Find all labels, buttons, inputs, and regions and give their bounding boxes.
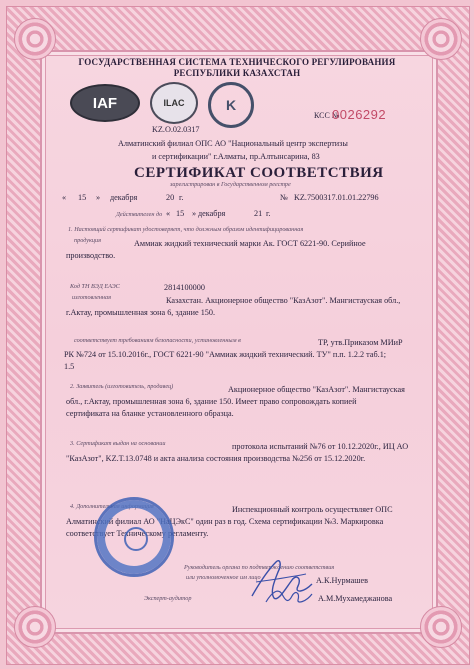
section1-intro: 1. Настоящий сертификат удостоверяет, что должным образом идентифицированная [68, 226, 304, 233]
valid-year: 21 [254, 209, 263, 218]
conform-line-3: 1.5 [64, 362, 75, 371]
corner-rosette-icon [420, 606, 462, 648]
basis-line-2: "КазАзот", KZ.T.13.0748 и акта анализа состояния производства №256 от 15.12.2020г. [66, 454, 366, 463]
valid-quote-close: » [192, 209, 197, 218]
serial-number: 0026292 [332, 107, 387, 122]
info-line-2: Алматинский филиал АО "НаЦЭкС" один раз в год. Схема сертификации №3. Маркировка [66, 517, 384, 526]
registry-caption: зарегистрирован в Государственном реестре [170, 181, 291, 188]
certificate-title: СЕРТИФИКАТ СООТВЕТСТВИЯ [134, 165, 384, 181]
section1-label: продукция [74, 237, 101, 244]
head-caption-2: или уполномоченное им лицо [186, 574, 261, 581]
valid-month: декабря [198, 209, 226, 218]
maker-line-2: г.Актау, промышленная зона 6, здание 150. [66, 308, 216, 317]
kz-conformity-logo: K [208, 82, 254, 128]
header-line-2: РЕСПУБЛИКИ КАЗАХСТАН [173, 68, 301, 78]
corner-rosette-icon [14, 18, 56, 60]
product-line-1: Аммиак жидкий технический марки Ак. ГОСТ 6221-90. Серийное [134, 239, 366, 248]
issue-quote-close: » [96, 193, 101, 202]
expert-signatory-name: А.М.Мухамеджанова [318, 594, 393, 603]
product-line-2: производство. [66, 251, 116, 260]
info-line-1: Инспекционный контроль осуществляет ОПС [232, 505, 393, 514]
certification-stamp-icon [94, 497, 174, 577]
corner-rosette-icon [420, 18, 462, 60]
conform-line-1: ТР, утв.Приказом МИиР [318, 338, 403, 347]
ilac-logo: ILAC [150, 82, 198, 124]
corner-rosette-icon [14, 606, 56, 648]
maker-line-1: Казахстан. Акционерное общество "КазАзот". Мангистауская обл., [166, 296, 401, 305]
tnved-value: 2814100000 [164, 283, 205, 292]
org-line-2: и сертификации" г.Алматы, пр.Алтынсарина, 83 [152, 152, 320, 161]
head-caption-1: Руководитель органа по подтверждению соответствия [184, 564, 335, 571]
issue-quote-open: « [62, 193, 67, 202]
expert-signature-icon [262, 584, 316, 610]
header-line-1: ГОСУДАРСТВЕННАЯ СИСТЕМА ТЕХНИЧЕСКОГО РЕГУЛИРОВАНИЯ [78, 57, 396, 67]
issue-day: 15 [78, 193, 87, 202]
org-code: KZ.O.02.0317 [152, 125, 200, 134]
conform-label: соответствует требованиям безопасности, установленным в [74, 337, 241, 344]
valid-day: 15 [176, 209, 185, 218]
section4-label: 4. Дополнительная информация [70, 503, 154, 510]
expert-caption: Эксперт-аудитор [144, 595, 192, 602]
tnved-label: Код ТН ВЭД ЕАЭС [70, 283, 120, 290]
issue-year-suffix: г. [179, 193, 184, 202]
valid-year-suffix: г. [266, 209, 271, 218]
info-line-3: соответствует Техническому регламенту. [66, 529, 209, 538]
conform-line-2: РК №724 от 15.10.2016г., ГОСТ 6221-90 "Аммиак жидкий технический. ТУ" п.п. 1.2.2 таб.1; [64, 350, 387, 359]
issue-month: декабря [110, 193, 138, 202]
valid-label: Действителен до [116, 211, 163, 218]
head-signatory-name: А.К.Нурмашев [316, 576, 369, 585]
applicant-line-3: сертификата на бланке установленного образца. [66, 409, 234, 418]
basis-line-1: протокола испытаний №76 от 10.12.2020г., ИЦ АО [232, 442, 409, 451]
valid-quote-open: « [166, 209, 171, 218]
applicant-line-1: Акционерное общество "КазАзот". Мангистауская [228, 385, 405, 394]
issue-year: 20 [166, 193, 175, 202]
section2-label: 2. Заявитель (изготовитель, продавец) [70, 383, 174, 390]
applicant-line-2: обл., г.Актау, промышленная зона 6, здание 150. Имеет право сопровождать копией [66, 397, 357, 406]
registry-no-prefix: № [280, 193, 288, 202]
section3-label: 3. Сертификат выдан на основании [70, 440, 166, 447]
org-line-1: Алматинский филиал ОПС АО "Национальный центр экспертизы [118, 139, 348, 148]
registry-number: KZ.7500317.01.01.22796 [294, 193, 379, 202]
iaf-logo: IAF [70, 84, 140, 122]
serial-prefix: КСС № [314, 111, 340, 120]
manufactured-label: изготовленная [72, 294, 111, 301]
